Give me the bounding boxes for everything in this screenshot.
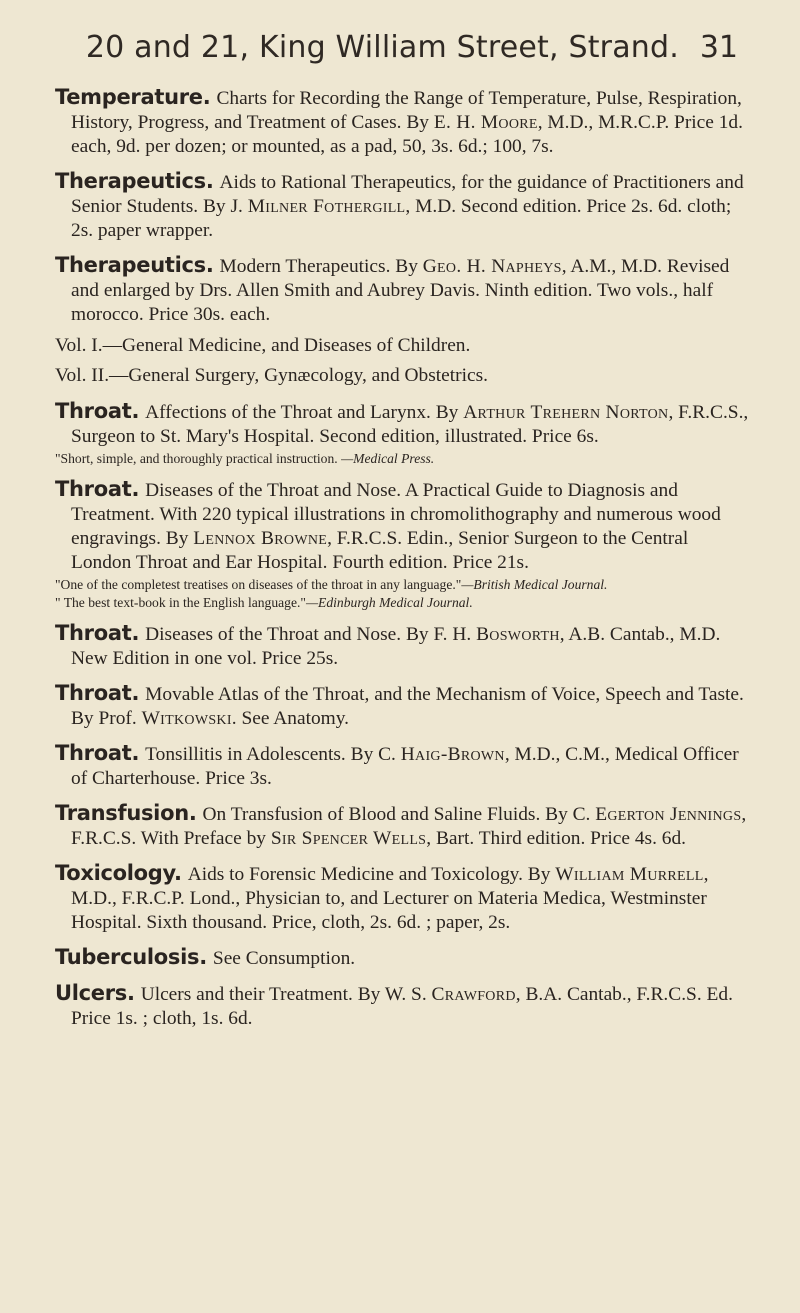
entry-keyword: Ulcers.	[55, 981, 135, 1005]
entry-keyword: Throat.	[55, 399, 140, 423]
entry-keyword: Toxicology.	[55, 861, 182, 885]
entry-text: . See Anatomy.	[231, 708, 350, 729]
entry-body	[55, 945, 750, 971]
entry-text: Ulcers and their Treatment. By W. S.	[140, 984, 432, 1005]
entry-text: Charts for Recording the Range of Temperature, Pulse, Respiration, History, Progress, and Treatment of Cases. By	[71, 88, 742, 133]
entry-throat-nose-bosworth	[55, 621, 750, 671]
entry-author: Milner Fothergill	[247, 196, 406, 217]
entry-author: William Murrell	[555, 864, 704, 885]
entry-transfusion	[55, 801, 750, 851]
entry-body	[55, 861, 750, 935]
entry-text: Diseases of the Throat and Nose. By F. H.	[145, 624, 477, 645]
entry-body	[55, 85, 750, 159]
entry-keyword: Transfusion.	[55, 801, 197, 825]
review-quote: "Short, simple, and thoroughly practical instruction. —Medical Press.	[55, 451, 435, 466]
entry-author: Witkowski	[141, 708, 232, 729]
entry-throat-nose-browne	[55, 477, 750, 611]
entry-author: Sir Spencer Wells	[270, 828, 427, 849]
running-title: 20 and 21, King William Street, Strand.	[85, 30, 679, 65]
entry-text: , M.D. Second edition. Price 2s. 6d. cloth; 2s. paper wrapper.	[71, 196, 732, 241]
review-quote: " The best text-book in the English language."—Edinburgh Medical Journal.	[55, 595, 473, 610]
entry-author: Haig-Brown	[400, 744, 505, 765]
entry-keyword: Temperature.	[55, 85, 211, 109]
entry-tuberculosis	[55, 945, 750, 971]
entry-keyword: Tuberculosis.	[55, 945, 207, 969]
entry-author: Crawford	[431, 984, 516, 1005]
entry-text: , M.D., C.M., Medical Officer of Charterhouse. Price 3s.	[71, 744, 739, 789]
running-head	[55, 30, 750, 65]
entry-text: Modern Therapeutics. By	[219, 256, 423, 277]
entry-throat-tonsillitis	[55, 741, 750, 791]
entry-throat-larynx	[55, 399, 750, 467]
entry-text: Diseases of the Throat and Nose. A Practical Guide to Diagnosis and Treatment. With 220 typical illustrations in chromolithography and numerous wood engravings. By	[71, 480, 721, 549]
entry-text: See Consumption.	[212, 948, 356, 969]
entry-body	[55, 169, 750, 243]
entry-text: , A.B. Cantab., M.D. New Edition in one vol. Price 25s.	[71, 624, 721, 669]
volume-line: Vol. II.—General Surgery, Gynæcology, and Obstetrics.	[55, 365, 488, 386]
entry-therapeutics-aids	[55, 169, 750, 243]
entry-temperature	[55, 85, 750, 159]
volume-line: Vol. I.—General Medicine, and Diseases of Children.	[55, 335, 471, 356]
entry-text: , M.D., M.R.C.P. Price 1d. each, 9d. per dozen; or mounted, as a pad, 50, 3s. 6d.; 100, 7s.	[71, 112, 743, 157]
entry-body	[55, 741, 750, 791]
entry-body	[55, 253, 750, 327]
entry-body	[55, 681, 750, 731]
entry-keyword: Throat.	[55, 477, 140, 501]
entry-text: , A.M., M.D. Revised and enlarged by Drs. Allen Smith and Aubrey Davis. Ninth edition. Two vols., half morocco. Price 30s. each.	[71, 256, 730, 325]
entry-keyword: Throat.	[55, 741, 140, 765]
entry-text: On Transfusion of Blood and Saline Fluids. By C.	[202, 804, 596, 825]
entry-text: , F.R.C.S., Surgeon to St. Mary's Hospital. Second edition, illustrated. Price 6s.	[71, 402, 749, 447]
entry-text: , F.R.C.S. With Preface by	[71, 804, 747, 849]
entry-text: , Bart. Third edition. Price 4s. 6d.	[426, 828, 687, 849]
entry-body	[55, 801, 750, 851]
entry-ulcers	[55, 981, 750, 1031]
entry-body	[55, 621, 750, 671]
entry-author: E. H. Moore	[433, 112, 538, 133]
entry-throat-atlas	[55, 681, 750, 731]
entry-author: Lennox Browne	[193, 528, 328, 549]
entry-keyword: Throat.	[55, 681, 140, 705]
entry-author: Arthur Trehern Norton	[463, 402, 669, 423]
review-quote: "One of the completest treatises on diseases of the throat in any language."—British Medical Journal.	[55, 577, 608, 592]
entry-text: , F.R.C.S. Edin., Senior Surgeon to the Central London Throat and Ear Hospital. Fourth edition. Price 21s.	[71, 528, 689, 573]
entry-text: Movable Atlas of the Throat, and the Mechanism of Voice, Speech and Taste. By Prof.	[71, 684, 744, 729]
entry-text: , B.A. Cantab., F.R.C.S. Ed. Price 1s. ; cloth, 1s. 6d.	[71, 984, 733, 1029]
entry-keyword: Therapeutics.	[55, 253, 214, 277]
entry-toxicology	[55, 861, 750, 935]
entry-text: Affections of the Throat and Larynx. By	[145, 402, 464, 423]
entry-body	[55, 399, 750, 449]
entry-text: Tonsillitis in Adolescents. By C.	[145, 744, 401, 765]
entry-therapeutics-modern	[55, 253, 750, 389]
page-number: 31	[699, 30, 738, 65]
entry-keyword: Throat.	[55, 621, 140, 645]
entry-text: Aids to Rational Therapeutics, for the guidance of Practitioners and Senior Students. By J.	[71, 172, 744, 217]
entry-author: Bosworth	[476, 624, 560, 645]
entry-author: Egerton Jennings	[595, 804, 742, 825]
entry-text: Aids to Forensic Medicine and Toxicology. By	[187, 864, 556, 885]
entry-text: , M.D., F.R.C.P. Lond., Physician to, and Lecturer on Materia Medica, Westminster Hospital. Sixth thousand. Price, cloth, 2s. 6d. ; paper, 2s.	[71, 864, 709, 933]
entry-body	[55, 981, 750, 1031]
entry-author: Geo. H. Napheys	[422, 256, 562, 277]
entry-keyword: Therapeutics.	[55, 169, 214, 193]
entry-body	[55, 477, 750, 575]
